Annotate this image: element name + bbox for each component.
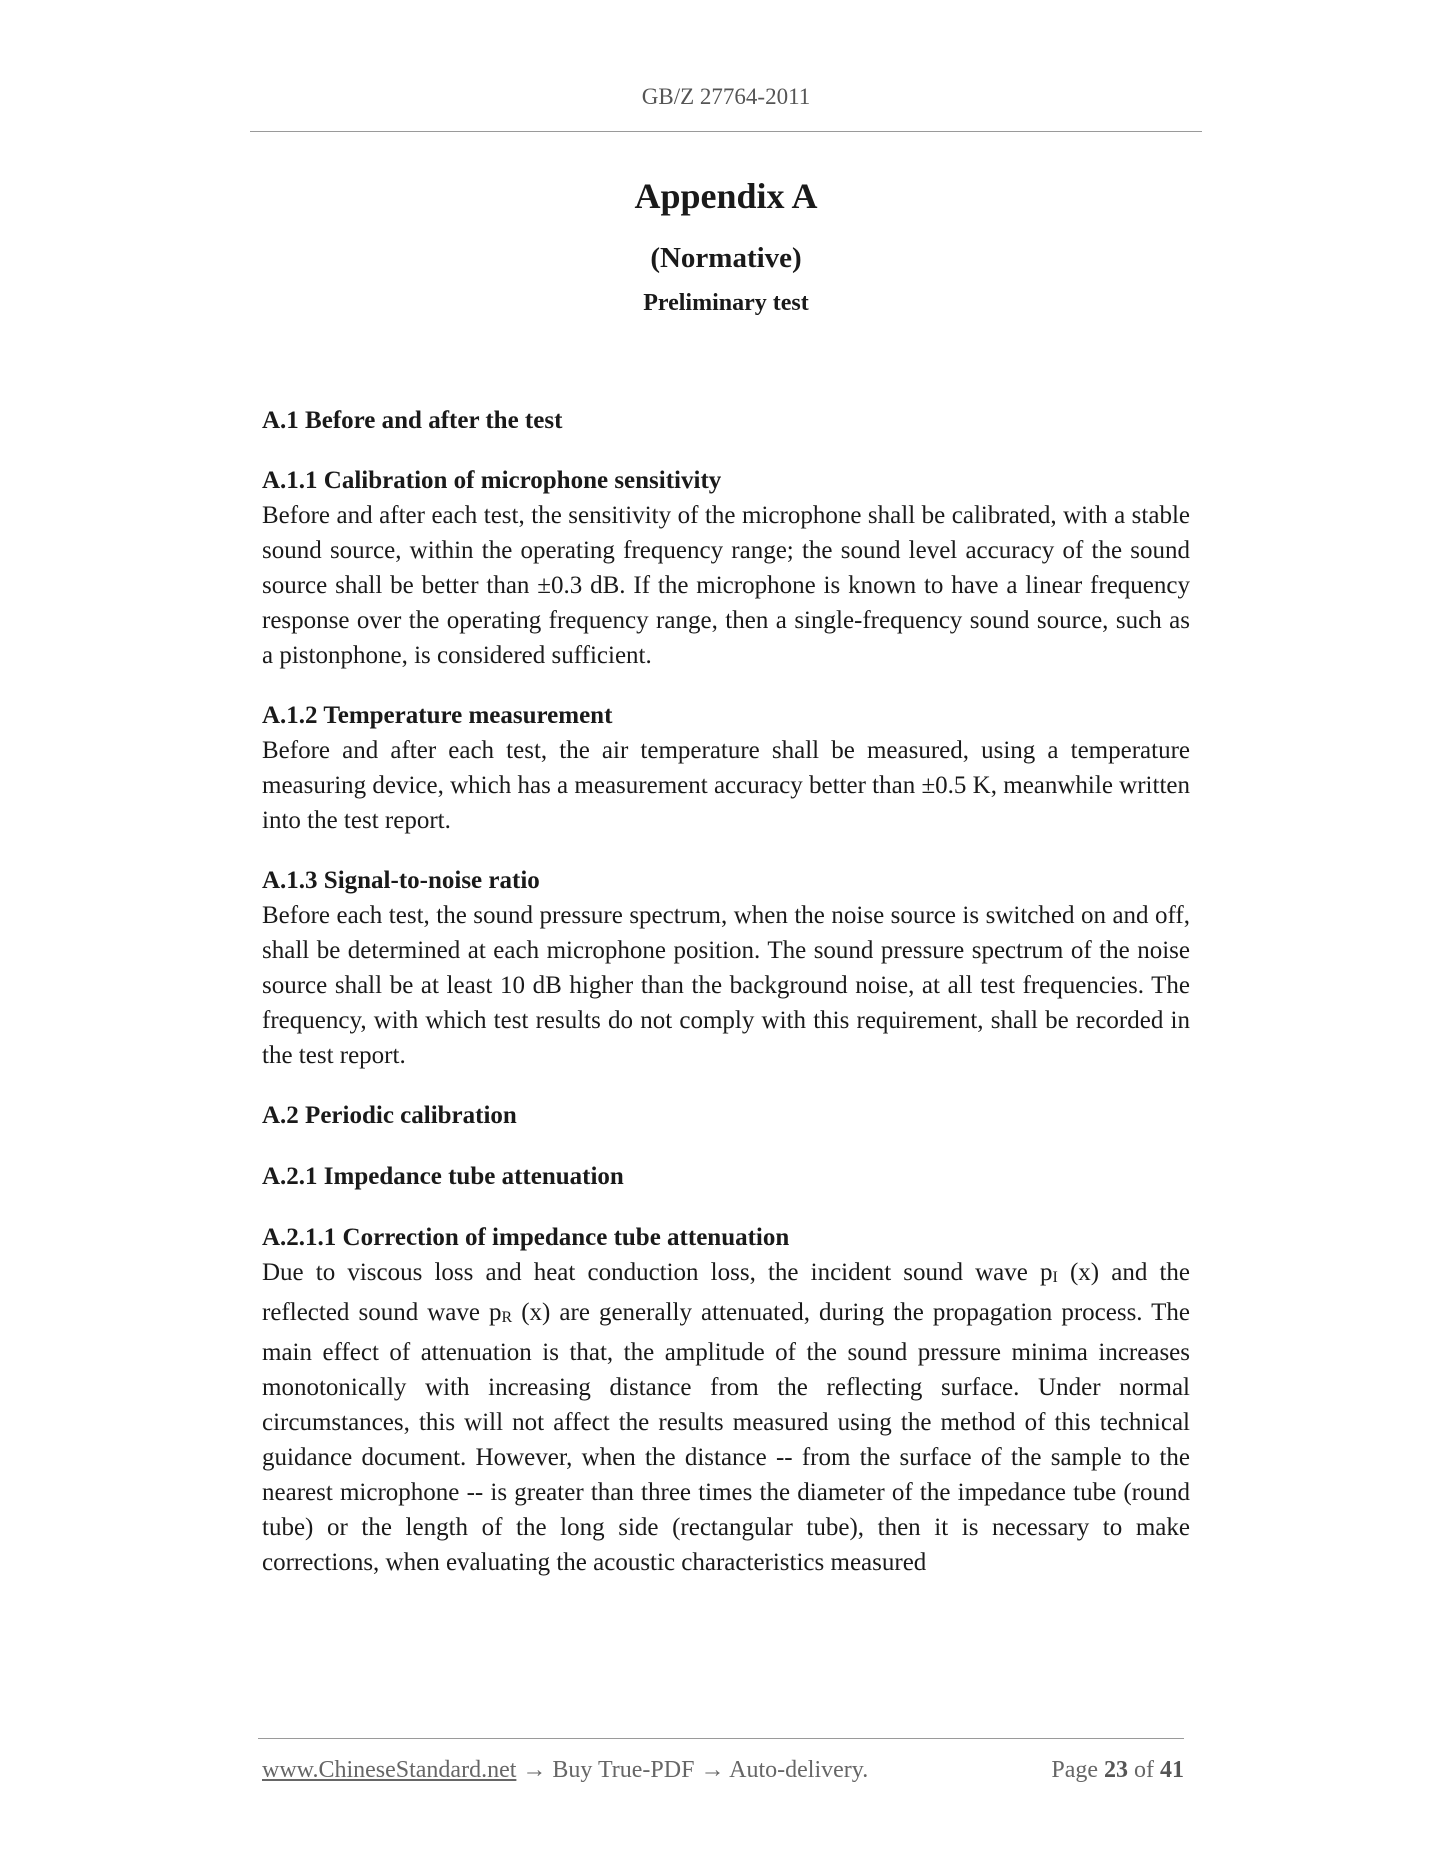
section-heading-a13: A.1.3 Signal-to-noise ratio [262,867,540,894]
page-footer [262,1757,1184,1784]
buy-true-pdf-text: Buy True-PDF [552,1757,695,1783]
footer-divider [258,1738,1184,1739]
document-code-header: GB/Z 27764-2011 [641,84,811,109]
page-content [262,170,1190,1580]
paragraph-a13: Before each test, the sound pressure spectrum, when the noise source is switched on and off, shall be determined at each microphone position. The sound pressure spectrum of the noise source shall be at least 10 dB higher than the background noise, at all test frequencies. The frequency, with which test results do not comply with this requirement, shall be recorded in the test report. [262,902,1190,1069]
appendix-name: Preliminary test [643,290,809,316]
section-heading-a12: A.1.2 Temperature measurement [262,702,613,729]
page-number [1051,1757,1184,1784]
paragraph-a211 [262,1255,1190,1580]
page-current: 23 [1104,1757,1128,1783]
subscript-r: R [501,1309,513,1326]
header-divider [250,131,1202,132]
paragraph-a211-part-1: Due to viscous loss and heat conduction loss, the incident sound wave p [262,1259,1053,1286]
appendix-title: Appendix A [634,176,818,216]
page-total: 41 [1160,1757,1184,1783]
footer-left [262,1757,868,1784]
auto-delivery-text: Auto-delivery. [729,1757,869,1783]
section-heading-a11: A.1.1 Calibration of microphone sensitivity [262,467,722,494]
paragraph-a211-part-2: (x) and the reflected sound wave p [262,1259,1190,1326]
paragraph-a12: Before and after each test, the air temperature shall be measured, using a temperature measuring device, which has a measurement accuracy better than ±0.5 K, meanwhile written into the test report. [262,737,1190,834]
paragraph-a11: Before and after each test, the sensitivity of the microphone shall be calibrated, with a stable sound source, within the operating frequency range; the sound level accuracy of the sound source shall be better than ±0.3 dB. If the microphone is known to have a linear frequency response over the operating frequency range, then a single-frequency sound source, such as a pistonphone, is considered sufficient. [262,502,1190,669]
arrow-right-icon: → [700,1757,725,1783]
section-heading-a2: A.2 Periodic calibration [262,1102,517,1129]
page-label: Page [1051,1757,1098,1783]
page-of: of [1134,1757,1154,1783]
appendix-type: (Normative) [650,242,802,274]
paragraph-a211-part-3: (x) are generally attenuated, during the propagation process. The main effect of attenuation is that, the amplitude of the sound pressure minima increases monotonically with increasing distance from the reflecting surface. Under normal circumstances, this will not affect the results measured using the method of this technical guidance document. However, when the distance -- from the surface of the sample to the nearest microphone -- is greater than three times the diameter of the impedance tube (round tube) or the length of the long side (rectangular tube), then it is necessary to make corrections, when evaluating the acoustic characteristics measured [262,1299,1191,1576]
arrow-right-icon: → [522,1757,547,1783]
section-heading-a211: A.2.1.1 Correction of impedance tube attenuation [262,1224,790,1251]
section-heading-a1: A.1 Before and after the test [262,407,563,434]
subscript-i: I [1052,1269,1058,1286]
section-heading-a21: A.2.1 Impedance tube attenuation [262,1163,624,1190]
site-link[interactable]: www.ChineseStandard.net [262,1757,517,1783]
